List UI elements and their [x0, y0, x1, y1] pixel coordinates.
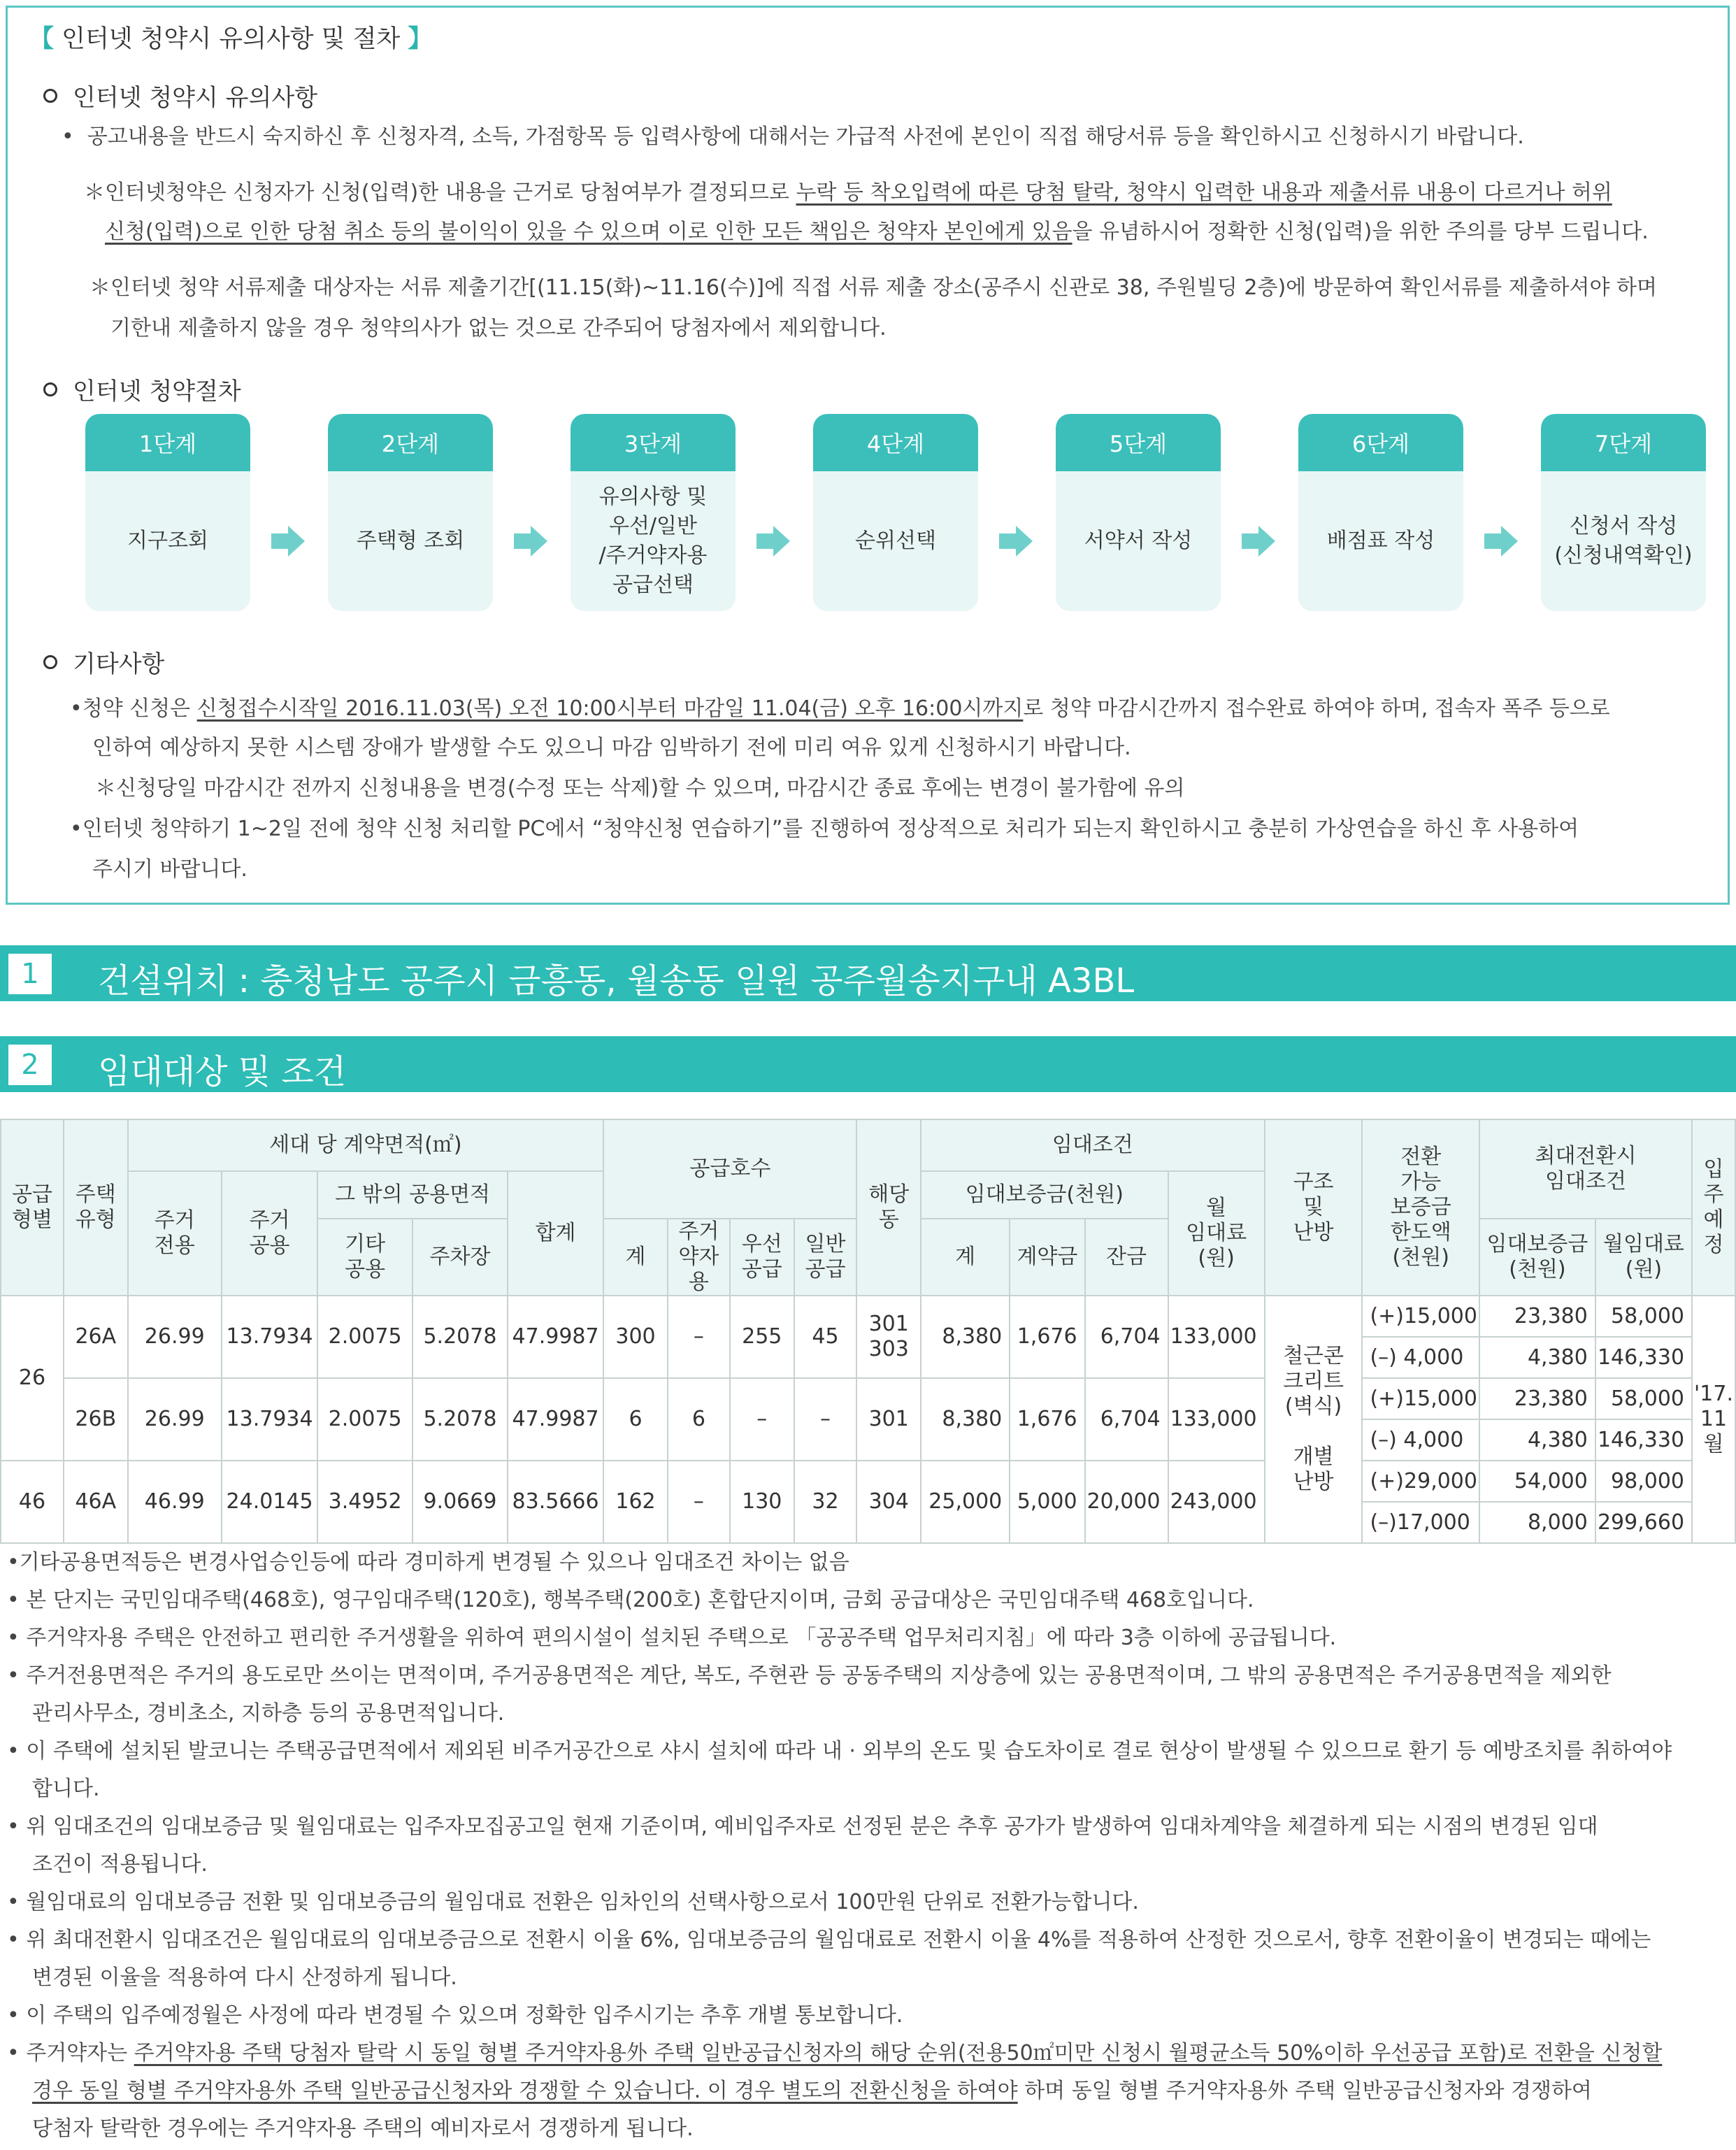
- note-item: • 주거전용면적은 주거의 용도로만 쓰이는 면적이며, 주거공용면적은 계단, 복도, 주현관 등 공동주택의 지상층에 있는 공용면적이며, 그 밖의 공용면적은 주거공용면적을 제외한: [7, 1663, 1612, 1688]
- cautions-note1-line1: [84, 179, 1612, 207]
- cell-priority: 130: [730, 1461, 794, 1543]
- table-row: [1, 1296, 1735, 1337]
- cell-general: –: [794, 1378, 857, 1461]
- step-body: 신청서 작성 (신청내역확인): [1554, 514, 1693, 568]
- note2-text: ＊인터넷 청약 서류제출 대상자는 서류 제출기간[(11.15(화)~11.16(수)]에 직접 서류 제출 장소(공주시 신관로 38, 주원빌딩 2층)에 방문하여 확인서류를 제출하셔야 하며: [89, 275, 1657, 300]
- header-max-monthly: 월임대료 (원): [1595, 1219, 1692, 1296]
- cell-conversion-limit: (+)29,000: [1362, 1461, 1479, 1502]
- header-parking: 주차장: [413, 1219, 508, 1296]
- section-heading-cautions: [43, 78, 317, 113]
- cell-max-deposit: 8,000: [1479, 1502, 1595, 1543]
- cell-conversion-limit: (–) 4,000: [1362, 1337, 1479, 1378]
- title-bracket-left: 【: [29, 25, 55, 53]
- header-general: 일반 공급: [794, 1219, 857, 1296]
- cell-private: 26.99: [128, 1378, 222, 1461]
- step-label: 6단계: [1298, 414, 1463, 471]
- cell-max-deposit: 23,380: [1479, 1296, 1595, 1337]
- header-supply-count: 공급호수: [603, 1119, 856, 1219]
- step-3: [571, 414, 736, 611]
- note-item: [7, 2035, 1662, 2072]
- note1-underlined-text: 누락 등 착오입력에 따른 당첨 탈락, 청약시 입력한 내용과 제출서류 내용이 다르거나 허위: [796, 180, 1612, 205]
- cell-max-deposit: 54,000: [1479, 1461, 1595, 1502]
- header-deposit-total: 계: [921, 1219, 1010, 1296]
- header-deposit: 임대보증금(천원): [921, 1171, 1168, 1219]
- etc-text: 주시기 바랍니다.: [92, 857, 248, 882]
- notice-title-text: 인터넷 청약시 유의사항 및 절차: [62, 25, 401, 53]
- cell-priority: –: [730, 1378, 794, 1461]
- cell-total: 300: [603, 1296, 668, 1378]
- notice-title: [29, 20, 432, 55]
- etc-text: 로 청약 마감시간까지 접수완료 하여야 하며, 접속자 폭주 등으로: [1023, 696, 1610, 721]
- header-residential-private: 주거 전용: [128, 1171, 222, 1296]
- etc-bullet1-line2: [92, 734, 1131, 762]
- step-body: 서약서 작성: [1084, 529, 1193, 553]
- cell-private: 46.99: [128, 1461, 222, 1543]
- step-body: 유의사항 및 우선/일반 /주거약자용 공급선택: [598, 485, 708, 597]
- cautions-bullet: • 공고내용을 반드시 숙지하신 후 신청자격, 소득, 가점항목 등 입력사항에 대해서는 가급적 사전에 본인이 직접 해당서류 등을 확인하시고 신청하시기 바랍니다.: [62, 124, 1524, 149]
- cell-building: 301: [856, 1378, 921, 1461]
- etc-underlined-text: 신청접수시작일 2016.11.03(목) 오전 10:00시부터 마감일 11.04(금) 오후 16:00시까지: [196, 696, 1024, 721]
- cell-max-deposit: 4,380: [1479, 1337, 1595, 1378]
- cell-total: 6: [603, 1378, 668, 1461]
- note-text: • 주거약자는: [7, 2041, 134, 2065]
- header-house-type: 주택 유형: [64, 1119, 128, 1296]
- etc-text: •인터넷 청약하기 1~2일 전에 청약 신청 처리할 PC에서 “청약신청 연습하기”를 진행하여 정상적으로 처리가 되는지 확인하시고 충분히 가상연습을 하신 후 사용하여: [70, 817, 1579, 841]
- header-building: 해당동: [856, 1119, 921, 1296]
- cell-general: 45: [794, 1296, 857, 1378]
- step-label: 5단계: [1056, 414, 1221, 471]
- step-2: [328, 414, 493, 611]
- cell-sum: 47.9987: [508, 1378, 603, 1461]
- step-7: [1541, 414, 1706, 611]
- header-monthly-rent: 월 임대료 (원): [1168, 1171, 1265, 1296]
- circle-bullet-icon: [43, 89, 57, 103]
- note-item: • 위 최대전환시 임대조건은 월임대료의 임대보증금으로 전환시 이율 6%, 임대보증금의 월임대료로 전환시 이율 4%를 적용하여 산정한 것으로서, 향후 전환이율이 변경되는 때에는: [7, 1928, 1651, 1952]
- cell-deposit-total: 8,380: [921, 1378, 1010, 1461]
- cell-supply-type: 46: [1, 1461, 64, 1543]
- section-heading-text: 기타사항: [73, 650, 165, 678]
- cell-common: 13.7934: [222, 1378, 317, 1461]
- step-1: [85, 414, 250, 611]
- note-item: • 본 단지는 국민임대주택(468호), 영구임대주택(120호), 행복주택(200호) 혼합단지이며, 금회 공급대상은 국민임대주택 468호입니다.: [7, 1588, 1254, 1612]
- cautions-note1-line2: [105, 218, 1649, 246]
- cell-conversion-limit: (–)17,000: [1362, 1502, 1479, 1543]
- cell-parking: 5.2078: [413, 1296, 508, 1378]
- cell-parking: 5.2078: [413, 1378, 508, 1461]
- cell-priority: 255: [730, 1296, 794, 1378]
- note-item-continued: 변경된 이율을 적용하여 다시 산정하게 됩니다.: [32, 1965, 457, 1990]
- etc-bullet1-line1: [70, 695, 1610, 723]
- cautions-note2-line1: [89, 274, 1657, 302]
- cell-deposit-total: 8,380: [921, 1296, 1010, 1378]
- header-elderly: 주거 약자용: [668, 1219, 730, 1296]
- header-move-in: 입 주 예 정: [1692, 1119, 1735, 1296]
- cell-max-monthly: 146,330: [1595, 1419, 1692, 1461]
- cell-etc: 2.0075: [317, 1378, 413, 1461]
- step-label: 3단계: [571, 414, 736, 471]
- cell-deposit-contract: 1,676: [1010, 1296, 1084, 1378]
- section-banner-location: [0, 945, 1736, 1001]
- cell-sum: 47.9987: [508, 1296, 603, 1378]
- cell-house-type: 26A: [64, 1296, 128, 1378]
- header-supply-type: 공급 형별: [1, 1119, 64, 1296]
- cell-elderly: –: [668, 1296, 730, 1378]
- note2-text: 기한내 제출하지 않을 경우 청약의사가 없는 것으로 간주되어 당첨자에서 제외합니다.: [110, 316, 887, 341]
- etc-text: 인하여 예상하지 못한 시스템 장애가 발생할 수도 있으니 마감 임박하기 전에 미리 여유 있게 신청하시기 바랍니다.: [92, 736, 1131, 760]
- cell-building: 304: [856, 1461, 921, 1543]
- note-item-continued: [32, 2072, 1592, 2110]
- step-body: 배점표 작성: [1326, 529, 1435, 553]
- cell-deposit-contract: 5,000: [1010, 1461, 1084, 1543]
- etc-bullet2-line2: [92, 856, 248, 884]
- cell-supply-type: 26: [1, 1296, 64, 1461]
- cell-max-monthly: 98,000: [1595, 1461, 1692, 1502]
- cell-monthly: 133,000: [1168, 1296, 1265, 1378]
- cell-conversion-limit: (+)15,000: [1362, 1296, 1479, 1337]
- cell-conversion-limit: (+)15,000: [1362, 1378, 1479, 1419]
- header-max-deposit: 임대보증금 (천원): [1479, 1219, 1595, 1296]
- step-body: 주택형 조회: [356, 529, 465, 553]
- cell-private: 26.99: [128, 1296, 222, 1378]
- cautions-note2-line2: [110, 315, 887, 343]
- section-title: 임대대상 및 조건: [98, 1052, 347, 1091]
- cell-house-type: 46A: [64, 1461, 128, 1543]
- circle-bullet-icon: [43, 655, 57, 669]
- step-4: [813, 414, 978, 611]
- cell-etc: 3.4952: [317, 1461, 413, 1543]
- note-underlined-text: 경우 동일 형별 주거약자용外 주택 일반공급신청자와 경쟁할 수 있습니다. 이 경우 별도의 전환신청을 하여야: [32, 2079, 1018, 2103]
- note-item: • 이 주택에 설치된 발코니는 주택공급면적에서 제외된 비주거공간으로 샤시 설치에 따라 내 · 외부의 온도 및 습도차이로 결로 현상이 발생될 수 있으므로 환기 등 예방조치를 취하여야: [7, 1739, 1672, 1763]
- header-supply-total: 계: [603, 1219, 668, 1296]
- header-conversion-limit: 전환 가능 보증금 한도액 (천원): [1362, 1119, 1479, 1296]
- cell-etc: 2.0075: [317, 1296, 413, 1378]
- note-item: • 월임대료의 임대보증금 전환 및 임대보증금의 월임대료 전환은 임차인의 선택사항으로서 100만원 단위로 전환가능합니다.: [7, 1890, 1139, 1914]
- step-5: [1056, 414, 1221, 611]
- note-item-continued: 관리사무소, 경비초소, 지하층 등의 공용면적입니다.: [32, 1701, 505, 1726]
- cell-monthly: 133,000: [1168, 1378, 1265, 1461]
- note1-text: 을 유념하시어 정확한 신청(입력)을 위한 주의를 당부 드립니다.: [1072, 220, 1649, 244]
- cell-deposit-balance: 6,704: [1085, 1378, 1168, 1461]
- header-structure: 구조 및 난방: [1265, 1119, 1363, 1296]
- header-max-conversion: 최대전환시 임대조건: [1479, 1119, 1692, 1219]
- cell-max-monthly: 146,330: [1595, 1337, 1692, 1378]
- cautions-bullet-text: 공고내용을 반드시 숙지하신 후 신청자격, 소득, 가점항목 등 입력사항에 대해서는 가급적 사전에 본인이 직접 해당서류 등을 확인하시고 신청하시기 바랍니다.: [87, 124, 1524, 149]
- cell-monthly: 243,000: [1168, 1461, 1265, 1543]
- cell-deposit-balance: 20,000: [1085, 1461, 1168, 1543]
- step-label: 4단계: [813, 414, 978, 471]
- note-item-continued: 합니다.: [32, 1777, 100, 1801]
- step-body: 지구조회: [127, 529, 208, 553]
- section-heading-etc: [43, 645, 164, 679]
- cell-total: 162: [603, 1461, 668, 1543]
- step-6: [1298, 414, 1463, 611]
- table-row: [1, 1378, 1735, 1419]
- circle-bullet-icon: [43, 382, 57, 396]
- title-bracket-right: 】: [408, 25, 433, 53]
- header-rental-conditions: 임대조건: [921, 1119, 1265, 1171]
- table-row: [1, 1461, 1735, 1502]
- cell-elderly: –: [668, 1461, 730, 1543]
- note-item: • 위 임대조건의 임대보증금 및 월임대료는 입주자모집공고일 현재 기준이며, 예비입주자로 선정된 분은 추후 공가가 발생하여 임대차계약을 체결하게 되는 시점의 변경된 임대: [7, 1814, 1598, 1839]
- section-heading-procedure: [43, 372, 241, 406]
- cell-elderly: 6: [668, 1378, 730, 1461]
- section-banner-rental: [0, 1036, 1736, 1092]
- cell-max-deposit: 23,380: [1479, 1378, 1595, 1419]
- header-deposit-contract: 계약금: [1010, 1219, 1084, 1296]
- cell-building: 301 303: [856, 1296, 921, 1378]
- cell-conversion-limit: (–) 4,000: [1362, 1419, 1479, 1461]
- header-other-common: 그 밖의 공용면적: [317, 1171, 508, 1219]
- note-item: •기타공용면적등은 변경사업승인등에 따라 경미하게 변경될 수 있으나 임대조건 차이는 없음: [7, 1550, 849, 1575]
- cell-max-deposit: 4,380: [1479, 1419, 1595, 1461]
- cell-deposit-balance: 6,704: [1085, 1296, 1168, 1378]
- step-label: 2단계: [328, 414, 493, 471]
- note-item: • 이 주택의 입주예정월은 사정에 따라 변경될 수 있으며 정확한 입주시기는 추후 개별 통보합니다.: [7, 2003, 903, 2028]
- section-number: 1: [8, 954, 52, 994]
- header-contract-area: 세대 당 계약면적(㎡): [128, 1119, 604, 1171]
- header-area-sum: 합계: [508, 1171, 603, 1296]
- note1-text: ＊인터넷청약은 신청자가 신청(입력)한 내용을 근거로 당첨여부가 결정되므로: [84, 180, 796, 205]
- cell-move-in: '17. 11월: [1692, 1296, 1735, 1543]
- etc-note-text: ＊신청당일 마감시간 전까지 신청내용을 변경(수정 또는 삭제)할 수 있으며, 마감시간 종료 후에는 변경이 불가함에 유의: [95, 776, 1185, 801]
- note-item-continued: 당첨자 탈락한 경우에는 주거약자용 주택의 예비자로서 경쟁하게 됩니다.: [32, 2116, 694, 2141]
- header-priority: 우선 공급: [730, 1219, 794, 1296]
- cell-sum: 83.5666: [508, 1461, 603, 1543]
- header-deposit-balance: 잔금: [1085, 1219, 1168, 1296]
- cell-structure: 철근콘 크리트 (벽식) 개별 난방: [1265, 1296, 1363, 1543]
- cell-max-monthly: 58,000: [1595, 1296, 1692, 1337]
- step-label: 7단계: [1541, 414, 1706, 471]
- note1-underlined-text: 신청(입력)으로 인한 당첨 취소 등의 불이익이 있을 수 있으며 이로 인한 모든 책임은 청약자 본인에게 있음: [105, 220, 1073, 244]
- note-item-continued: 조건이 적용됩니다.: [32, 1852, 208, 1877]
- etc-text: •청약 신청은: [70, 696, 197, 721]
- cell-house-type: 26B: [64, 1378, 128, 1461]
- cell-max-monthly: 299,660: [1595, 1502, 1692, 1543]
- cell-max-monthly: 58,000: [1595, 1378, 1692, 1419]
- cell-common: 13.7934: [222, 1296, 317, 1378]
- rental-conditions-table: [0, 1119, 1736, 1544]
- cell-deposit-total: 25,000: [921, 1461, 1010, 1543]
- header-etc-common: 기타 공용: [317, 1219, 413, 1296]
- step-body: 순위선택: [855, 529, 936, 553]
- section-heading-text: 인터넷 청약절차: [73, 378, 241, 406]
- note-underlined-text: 주거약자용 주택 당첨자 탈락 시 동일 형별 주거약자용外 주택 일반공급신청자의 해당 순위(전용50㎡미만 신청시 월평균소득 50%이하 우선공급 포함)로 전환을 신청할: [134, 2041, 1663, 2065]
- etc-bullet2-line1: [70, 815, 1579, 843]
- cell-deposit-contract: 1,676: [1010, 1378, 1084, 1461]
- note-text: 하며 동일 형별 주거약자용外 주택 일반공급신청자와 경쟁하여: [1017, 2079, 1592, 2103]
- section-number: 2: [8, 1045, 52, 1085]
- section-heading-text: 인터넷 청약시 유의사항: [73, 84, 318, 112]
- cell-general: 32: [794, 1461, 857, 1543]
- header-residential-common: 주거 공용: [222, 1171, 317, 1296]
- note-item: • 주거약자용 주택은 안전하고 편리한 주거생활을 위하여 편의시설이 설치된 주택으로 「공공주택 업무처리지침」에 따라 3층 이하에 공급됩니다.: [7, 1626, 1337, 1650]
- etc-note: [95, 775, 1185, 803]
- section-title: 건설위치 : 충청남도 공주시 금흥동, 월송동 일원 공주월송지구내 A3BL: [98, 961, 1135, 1001]
- cell-common: 24.0145: [222, 1461, 317, 1543]
- cell-parking: 9.0669: [413, 1461, 508, 1543]
- step-label: 1단계: [85, 414, 250, 471]
